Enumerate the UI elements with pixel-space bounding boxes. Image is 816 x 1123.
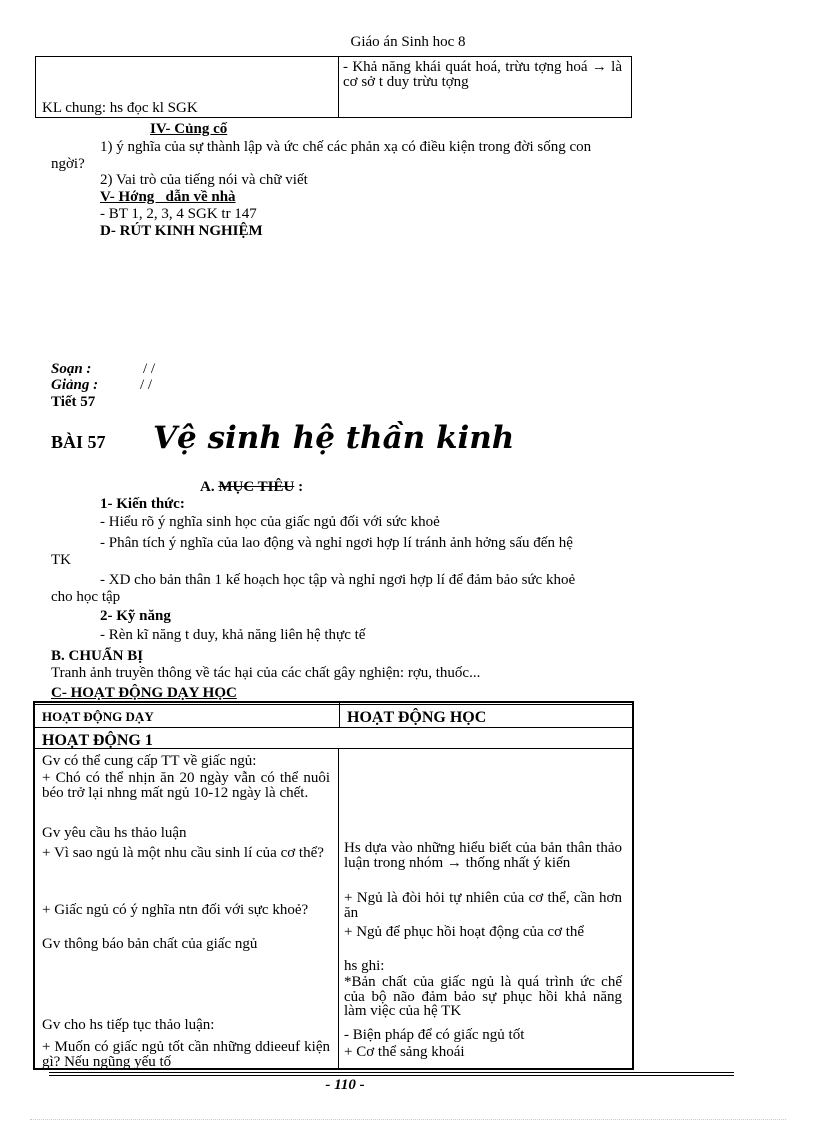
skills-heading: 2- Kỹ năng bbox=[100, 608, 171, 624]
section5-heading: V- Hớng dẫn về nhà bbox=[100, 189, 236, 205]
page-bottom-dotted-line bbox=[30, 1119, 786, 1120]
lesson-title: Vệ sinh hệ thần kinh bbox=[153, 420, 515, 456]
soan-value: / / bbox=[143, 361, 156, 377]
teacher-line: + Chó có thể nhịn ăn 20 ngày vẫn có thể nuôi béo trở lại nhng mất ngủ 10-12 ngày là chết. bbox=[42, 770, 330, 801]
page-header-title: Giáo án Sinh hoc 8 bbox=[350, 34, 466, 50]
col-learn-header: HOẠT ĐỘNG HỌC bbox=[347, 709, 487, 726]
knowledge-item-2-cont: TK bbox=[51, 552, 71, 568]
activities-heading: C- HOẠT ĐỘNG DẠY HỌC bbox=[51, 685, 237, 701]
teacher-line: Gv cho hs tiếp tục thảo luận: bbox=[42, 1017, 215, 1033]
knowledge-heading: 1- Kiến thức: bbox=[100, 496, 185, 512]
soan-label: Soạn : bbox=[51, 361, 92, 377]
col-teach-header: HOẠT ĐỘNG DẠY bbox=[42, 709, 154, 724]
activities-table-inner-top bbox=[33, 704, 634, 705]
teacher-line: Gv yêu cầu hs thảo luận bbox=[42, 825, 187, 841]
objectives-heading-suffix: : bbox=[294, 479, 304, 495]
knowledge-item-1: - Hiểu rõ ý nghĩa sinh học của giấc ngủ đối với sức khoẻ bbox=[100, 514, 440, 530]
giang-value: / / bbox=[140, 377, 153, 393]
student-line: + Ngủ để phục hồi hoạt động của cơ thể bbox=[344, 924, 585, 940]
top-table-divider bbox=[338, 56, 339, 118]
activities-table-body-divider bbox=[338, 748, 339, 1069]
lesson-number: BÀI 57 bbox=[51, 432, 106, 452]
activities-table-header-bottom bbox=[33, 727, 634, 728]
objectives-heading bbox=[200, 480, 303, 495]
knowledge-item-3-cont: cho học tập bbox=[51, 589, 121, 605]
footer-rule-2 bbox=[49, 1075, 734, 1076]
giang-label: Giảng : bbox=[51, 377, 99, 393]
section4-question-2: 2) Vai trò của tiếng nói và chữ viết bbox=[100, 172, 308, 188]
preparation-text: Tranh ảnh truyền thông về tác hại của các chất gây nghiện: rợu, thuốc... bbox=[51, 665, 481, 681]
teacher-line: + Muốn có giấc ngủ tốt cần những ddieeuf kiện gì? Nếu ngũng yếu tố bbox=[42, 1040, 330, 1069]
teacher-line: + Giấc ngủ có ý nghĩa ntn đối với sực khoẻ? bbox=[42, 902, 309, 918]
student-line: hs ghi: bbox=[344, 958, 385, 974]
top-table-left-cell: KL chung: hs đọc kl SGK bbox=[42, 100, 198, 116]
section-d-heading: D- RÚT KINH NGHIỆM bbox=[100, 223, 263, 239]
activities-table-header-divider bbox=[339, 702, 340, 727]
section4-question-1: 1) ý nghĩa của sự thành lập và ức chế các phản xạ có điều kiện trong đời sống con bbox=[100, 139, 592, 155]
knowledge-item-2: - Phân tích ý nghĩa của lao động và nghỉ ngơi hợp lí tránh ảnh hởng sấu đến hệ bbox=[100, 535, 573, 551]
student-line: - Biện pháp để có giấc ngủ tốt bbox=[344, 1027, 525, 1043]
objectives-heading-prefix: A. bbox=[200, 479, 215, 495]
student-line: + Ngủ là đòi hỏi tự nhiên của cơ thể, cần hơn ăn bbox=[344, 890, 622, 921]
preparation-heading: B. CHUẨN BỊ bbox=[51, 648, 144, 664]
student-line: *Bản chất của giấc ngủ là quá trình ức chế của bộ não đảm bảo sự phục hồi khả năng làm việc của hệ TK bbox=[344, 974, 622, 1019]
section4-question-1-cont: ngời? bbox=[51, 156, 85, 172]
student-line: Hs dựa vào những hiểu biết của bản thân thảo luận trong nhóm → thống nhất ý kiến bbox=[344, 840, 622, 871]
section4-heading: IV- Củng cố bbox=[150, 121, 228, 137]
footer-rule-1 bbox=[49, 1072, 734, 1073]
teacher-line: + Vì sao ngủ là một nhu cầu sinh lí của cơ thể? bbox=[42, 845, 324, 861]
objectives-heading-text: MỤC TIÊU bbox=[218, 479, 295, 495]
top-table-right-cell: - Khả năng khái quát hoá, trừu tợng hoá → là cơ sở t duy trừu tợng bbox=[343, 59, 622, 90]
section5-line: - BT 1, 2, 3, 4 SGK tr 147 bbox=[100, 206, 257, 222]
skills-item-1: - Rèn kĩ năng t duy, khả năng liên hệ thực tế bbox=[100, 627, 366, 643]
teacher-line: Gv có thể cung cấp TT về giấc ngủ: bbox=[42, 753, 257, 769]
knowledge-item-3: - XD cho bản thân 1 kế hoạch học tập và nghỉ ngơi hợp lí để đảm bảo sức khoẻ bbox=[100, 572, 576, 588]
student-line: + Cơ thể sảng khoái bbox=[344, 1044, 465, 1060]
page-number: - 110 - bbox=[325, 1077, 365, 1093]
tiet-label: Tiết 57 bbox=[51, 394, 96, 410]
activity-1-heading: HOẠT ĐỘNG 1 bbox=[42, 732, 153, 749]
teacher-line: Gv thông báo bản chất của giấc ngủ bbox=[42, 936, 258, 952]
